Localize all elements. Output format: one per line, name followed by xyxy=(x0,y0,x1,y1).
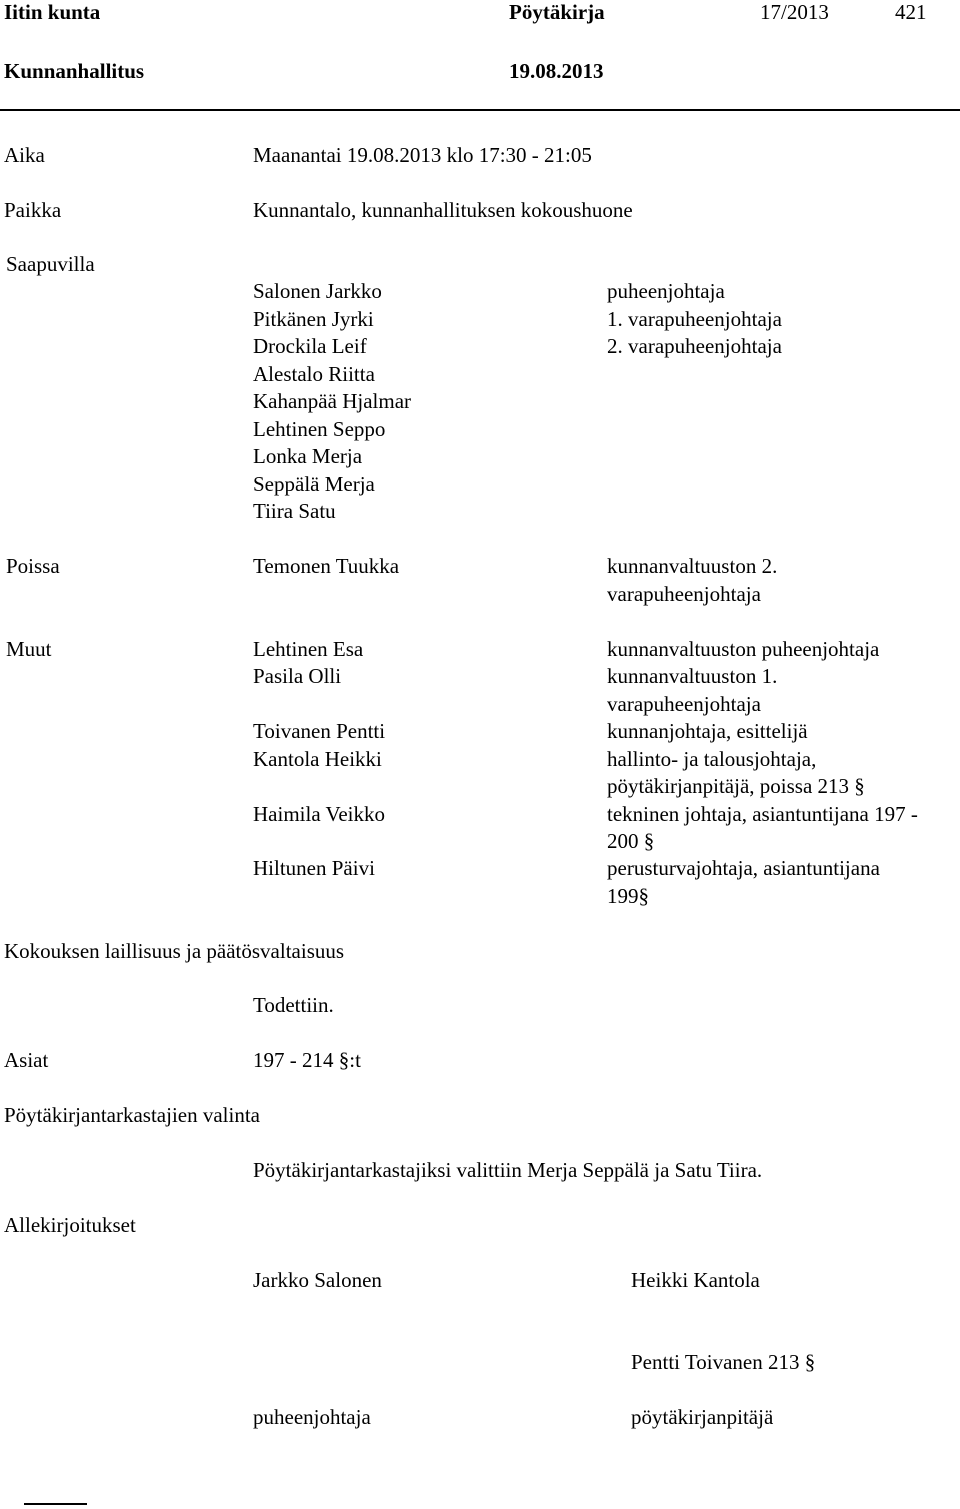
other-name: Hiltunen Päivi xyxy=(253,856,375,880)
asiat-value: 197 - 214 §:t xyxy=(253,1048,361,1072)
present-name: Pitkänen Jyrki xyxy=(253,307,374,331)
other-name: Toivanen Pentti xyxy=(253,719,386,743)
other-role-cont: pöytäkirjanpitäjä, poissa 213 § xyxy=(607,774,865,798)
present-role: puheenjohtaja xyxy=(607,279,725,303)
present-name: Lehtinen Seppo xyxy=(253,417,386,441)
signature-right-title: pöytäkirjanpitäjä xyxy=(631,1405,774,1429)
paikka-value: Kunnantalo, kunnanhallituksen kokoushuone xyxy=(253,198,633,222)
signature-left-name: Jarkko Salonen xyxy=(253,1268,382,1292)
footer-rule xyxy=(24,1503,87,1505)
other-name: Lehtinen Esa xyxy=(253,637,364,661)
muut-label: Muut xyxy=(6,637,52,661)
other-role: tekninen johtaja, asiantuntijana 197 - xyxy=(607,802,918,826)
header-doc-type: Pöytäkirja xyxy=(509,0,605,24)
header-page: 421 xyxy=(895,0,927,24)
quorum-value: Todettiin. xyxy=(253,993,334,1017)
signatures-label: Allekirjoitukset xyxy=(4,1213,136,1237)
other-role: kunnanvaltuuston puheenjohtaja xyxy=(607,637,880,661)
paikka-label: Paikka xyxy=(4,198,62,222)
aika-label: Aika xyxy=(4,143,45,167)
other-name: Kantola Heikki xyxy=(253,747,382,771)
other-role: kunnanjohtaja, esittelijä xyxy=(607,719,808,743)
present-name: Kahanpää Hjalmar xyxy=(253,389,412,413)
other-role: hallinto- ja talousjohtaja, xyxy=(607,747,817,771)
other-name: Haimila Veikko xyxy=(253,802,386,826)
header-rule xyxy=(0,109,960,111)
header-date: 19.08.2013 xyxy=(509,59,604,83)
present-name: Tiira Satu xyxy=(253,499,336,523)
quorum-label: Kokouksen laillisuus ja päätösvaltaisuus xyxy=(4,939,345,963)
signature-left-title: puheenjohtaja xyxy=(253,1405,371,1429)
reviewers-value: Pöytäkirjantarkastajiksi valittiin Merja Seppälä ja Satu Tiira. xyxy=(253,1158,763,1182)
aika-value: Maanantai 19.08.2013 klo 17:30 - 21:05 xyxy=(253,143,592,167)
signature-right-name: Heikki Kantola xyxy=(631,1268,760,1292)
present-name: Alestalo Riitta xyxy=(253,362,375,386)
other-name: Pasila Olli xyxy=(253,664,342,688)
other-role-cont: 199§ xyxy=(607,884,649,908)
reviewers-label: Pöytäkirjantarkastajien valinta xyxy=(4,1103,260,1127)
present-name: Lonka Merja xyxy=(253,444,363,468)
asiat-label: Asiat xyxy=(4,1048,49,1072)
other-role: perusturvajohtaja, asiantuntijana xyxy=(607,856,880,880)
present-name: Seppälä Merja xyxy=(253,472,375,496)
header-municipality: Iitin kunta xyxy=(4,0,101,24)
header-body: Kunnanhallitus xyxy=(4,59,145,83)
present-name: Drockila Leif xyxy=(253,334,367,358)
other-role-cont: varapuheenjohtaja xyxy=(607,692,761,716)
saapuvilla-label: Saapuvilla xyxy=(6,252,95,276)
present-name: Salonen Jarkko xyxy=(253,279,382,303)
absent-role-cont: varapuheenjohtaja xyxy=(607,582,761,606)
header-number: 17/2013 xyxy=(760,0,829,24)
absent-name: Temonen Tuukka xyxy=(253,554,400,578)
present-role: 1. varapuheenjohtaja xyxy=(607,307,782,331)
poissa-label: Poissa xyxy=(6,554,60,578)
signature-right-name-2: Pentti Toivanen 213 § xyxy=(631,1350,816,1374)
present-role: 2. varapuheenjohtaja xyxy=(607,334,782,358)
absent-role: kunnanvaltuuston 2. xyxy=(607,554,778,578)
other-role: kunnanvaltuuston 1. xyxy=(607,664,778,688)
other-role-cont: 200 § xyxy=(607,829,655,853)
